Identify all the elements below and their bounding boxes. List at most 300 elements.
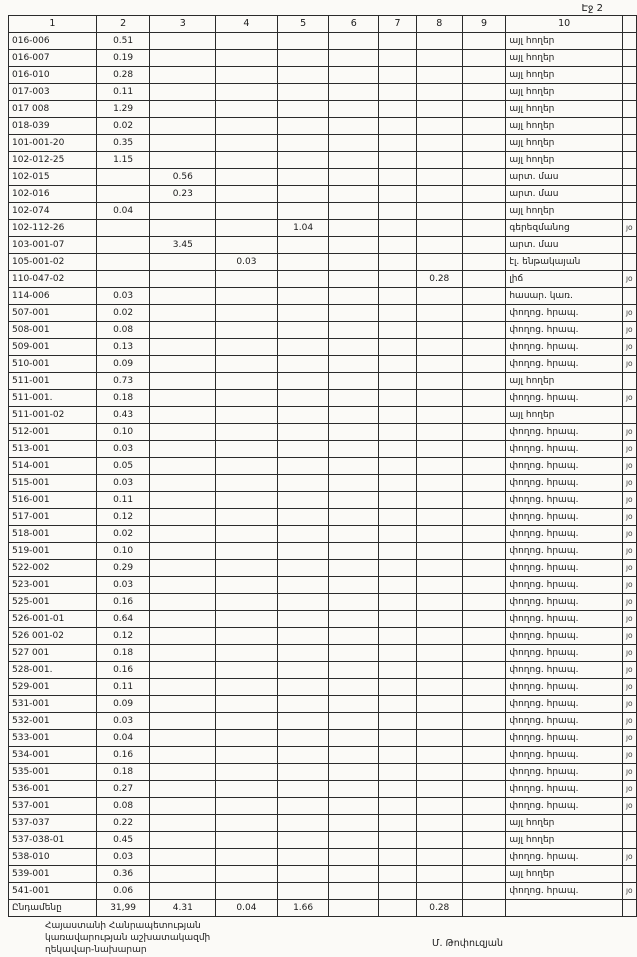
table-head-row (9, 16, 637, 33)
parcel-code-cell: 525-001 (9, 594, 97, 611)
margin-mark: յօ (622, 339, 636, 356)
parcel-code-cell: 523-001 (9, 577, 97, 594)
value-cell (277, 135, 329, 152)
footer-left (45, 920, 210, 956)
value-cell (329, 560, 379, 577)
margin-mark: յօ (622, 577, 636, 594)
parcel-code-cell: 018-039 (9, 118, 97, 135)
table-row (9, 407, 637, 424)
value-cell (379, 458, 417, 475)
value-cell: 0.04 (96, 730, 150, 747)
value-cell (462, 322, 506, 339)
value-cell (216, 288, 278, 305)
land-type-cell: այլ հողեր (506, 101, 623, 118)
value-cell (416, 254, 462, 271)
value-cell (329, 594, 379, 611)
value-cell (416, 815, 462, 832)
value-cell (462, 271, 506, 288)
value-cell (462, 50, 506, 67)
value-cell (379, 866, 417, 883)
value-cell (329, 696, 379, 713)
margin-mark: յօ (622, 458, 636, 475)
table-row (9, 271, 637, 288)
value-cell (277, 254, 329, 271)
column-header: 9 (462, 16, 506, 33)
value-cell (150, 594, 216, 611)
value-cell (379, 186, 417, 203)
value-cell (216, 781, 278, 798)
value-cell (216, 84, 278, 101)
value-cell (329, 288, 379, 305)
value-cell (416, 611, 462, 628)
value-cell (277, 441, 329, 458)
value-cell (150, 764, 216, 781)
value-cell (150, 441, 216, 458)
value-cell (462, 764, 506, 781)
value-cell (277, 203, 329, 220)
value-cell (216, 339, 278, 356)
value-cell: 0.45 (96, 832, 150, 849)
value-cell (416, 339, 462, 356)
table-row (9, 33, 637, 50)
table-row (9, 594, 637, 611)
land-type-cell: փողոց. հրապ. (506, 645, 623, 662)
value-cell (216, 611, 278, 628)
value-cell (416, 509, 462, 526)
table-row (9, 492, 637, 509)
value-cell (462, 713, 506, 730)
value-cell: 0.73 (96, 373, 150, 390)
land-type-cell: փողոց. հրապ. (506, 339, 623, 356)
value-cell (416, 373, 462, 390)
value-cell (462, 577, 506, 594)
value-cell (379, 84, 417, 101)
parcel-code-cell: 508-001 (9, 322, 97, 339)
table-row (9, 288, 637, 305)
land-type-cell: այլ հողեր (506, 203, 623, 220)
table-row (9, 101, 637, 118)
parcel-code-cell: 110-047-02 (9, 271, 97, 288)
parcel-code-cell: 518-001 (9, 526, 97, 543)
value-cell: 0.18 (96, 390, 150, 407)
land-type-cell: փողոց. հրապ. (506, 577, 623, 594)
table-row (9, 169, 637, 186)
margin-mark: յօ (622, 781, 636, 798)
value-cell (96, 254, 150, 271)
value-cell: 0.29 (96, 560, 150, 577)
land-type-cell: փողոց. հրապ. (506, 526, 623, 543)
margin-mark: յօ (622, 611, 636, 628)
value-cell (150, 798, 216, 815)
value-cell (216, 237, 278, 254)
land-type-cell: փողոց. հրապ. (506, 441, 623, 458)
value-cell (379, 339, 417, 356)
value-cell (329, 373, 379, 390)
margin-mark (622, 152, 636, 169)
value-cell (329, 407, 379, 424)
value-cell (277, 509, 329, 526)
table-row (9, 747, 637, 764)
value-cell (416, 849, 462, 866)
value-cell (216, 866, 278, 883)
value-cell (150, 781, 216, 798)
value-cell (416, 135, 462, 152)
value-cell (379, 577, 417, 594)
value-cell (216, 543, 278, 560)
land-type-cell: փողոց. հրապ. (506, 883, 623, 900)
value-cell (277, 237, 329, 254)
value-cell (379, 832, 417, 849)
value-cell (329, 424, 379, 441)
value-cell: 0.05 (96, 458, 150, 475)
value-cell (150, 203, 216, 220)
value-cell (150, 356, 216, 373)
value-cell (329, 441, 379, 458)
value-cell (379, 696, 417, 713)
parcel-code-cell: 514-001 (9, 458, 97, 475)
value-cell (277, 730, 329, 747)
table-row (9, 373, 637, 390)
table-row (9, 237, 637, 254)
value-cell (462, 492, 506, 509)
value-cell: 0.12 (96, 628, 150, 645)
value-cell (462, 186, 506, 203)
value-cell: 0.16 (96, 662, 150, 679)
value-cell (462, 84, 506, 101)
total-row (9, 900, 637, 917)
land-type-cell: հասար. կառ. (506, 288, 623, 305)
land-type-cell: այլ հողեր (506, 118, 623, 135)
value-cell (462, 237, 506, 254)
value-cell (462, 611, 506, 628)
margin-mark: յօ (622, 305, 636, 322)
parcel-code-cell: 534-001 (9, 747, 97, 764)
value-cell (329, 764, 379, 781)
parcel-code-cell: 510-001 (9, 356, 97, 373)
parcel-code-cell: 519-001 (9, 543, 97, 560)
value-cell (277, 458, 329, 475)
parcel-code-cell: 538-010 (9, 849, 97, 866)
value-cell (462, 594, 506, 611)
value-cell (329, 203, 379, 220)
land-type-cell: արտ. մաս (506, 237, 623, 254)
value-cell (416, 322, 462, 339)
table-body (9, 33, 637, 917)
value-cell: 4.31 (150, 900, 216, 917)
value-cell: 1.66 (277, 900, 329, 917)
value-cell (329, 254, 379, 271)
value-cell (150, 509, 216, 526)
value-cell: 0.16 (96, 747, 150, 764)
parcel-code-cell: 105-001-02 (9, 254, 97, 271)
table-row (9, 67, 637, 84)
value-cell (277, 764, 329, 781)
value-cell: 1.04 (277, 220, 329, 237)
value-cell: 0.10 (96, 543, 150, 560)
table-row (9, 322, 637, 339)
value-cell (329, 475, 379, 492)
margin-mark (622, 135, 636, 152)
value-cell (216, 577, 278, 594)
value-cell (416, 288, 462, 305)
value-cell (462, 441, 506, 458)
margin-mark: յօ (622, 747, 636, 764)
parcel-code-cell: 509-001 (9, 339, 97, 356)
column-header: 7 (379, 16, 417, 33)
value-cell (379, 237, 417, 254)
parcel-code-cell: 526 001-02 (9, 628, 97, 645)
value-cell (277, 356, 329, 373)
value-cell (379, 356, 417, 373)
value-cell (379, 492, 417, 509)
value-cell (416, 169, 462, 186)
margin-mark (622, 866, 636, 883)
column-header: 1 (9, 16, 97, 33)
value-cell (277, 798, 329, 815)
land-type-cell: փողոց. հրապ. (506, 458, 623, 475)
value-cell (329, 849, 379, 866)
value-cell (96, 237, 150, 254)
value-cell (150, 611, 216, 628)
margin-mark (622, 288, 636, 305)
value-cell (216, 832, 278, 849)
value-cell (462, 662, 506, 679)
margin-mark (622, 118, 636, 135)
value-cell (150, 730, 216, 747)
value-cell (462, 407, 506, 424)
land-parcels-table (8, 15, 637, 917)
value-cell: 0.02 (96, 118, 150, 135)
parcel-code-cell: 541-001 (9, 883, 97, 900)
value-cell (379, 628, 417, 645)
value-cell (329, 815, 379, 832)
value-cell (379, 849, 417, 866)
value-cell (379, 220, 417, 237)
land-type-cell: փողոց. հրապ. (506, 509, 623, 526)
margin-mark (622, 832, 636, 849)
value-cell (329, 628, 379, 645)
value-cell (150, 713, 216, 730)
land-type-cell: այլ հողեր (506, 373, 623, 390)
value-cell (150, 118, 216, 135)
value-cell (416, 577, 462, 594)
value-cell (379, 730, 417, 747)
margin-mark: յօ (622, 883, 636, 900)
value-cell (277, 424, 329, 441)
value-cell (379, 543, 417, 560)
value-cell (416, 50, 462, 67)
value-cell: 31,99 (96, 900, 150, 917)
value-cell (416, 866, 462, 883)
value-cell (216, 798, 278, 815)
land-type-cell: այլ հողեր (506, 84, 623, 101)
value-cell (416, 186, 462, 203)
value-cell (216, 305, 278, 322)
value-cell (379, 390, 417, 407)
value-cell (462, 288, 506, 305)
land-type-cell: փողոց. հրապ. (506, 475, 623, 492)
value-cell (329, 611, 379, 628)
land-type-cell: փողոց. հրապ. (506, 356, 623, 373)
table-row (9, 849, 637, 866)
value-cell (150, 560, 216, 577)
land-type-cell: փողոց. հրապ. (506, 560, 623, 577)
value-cell (329, 220, 379, 237)
value-cell (462, 696, 506, 713)
table-row (9, 339, 637, 356)
value-cell (277, 475, 329, 492)
land-type-cell: էլ. ենթակայան (506, 254, 623, 271)
value-cell: 0.04 (216, 900, 278, 917)
value-cell (329, 543, 379, 560)
value-cell (329, 305, 379, 322)
value-cell (216, 50, 278, 67)
value-cell (277, 696, 329, 713)
value-cell (150, 492, 216, 509)
value-cell (329, 33, 379, 50)
margin-mark: յօ (622, 322, 636, 339)
value-cell (379, 322, 417, 339)
value-cell (150, 815, 216, 832)
value-cell (216, 373, 278, 390)
page-number: Էջ 2 (581, 3, 603, 14)
value-cell (462, 33, 506, 50)
table-row (9, 543, 637, 560)
margin-mark (622, 169, 636, 186)
value-cell (150, 526, 216, 543)
value-cell (329, 781, 379, 798)
value-cell (379, 50, 417, 67)
value-cell (329, 832, 379, 849)
parcel-code-cell: 533-001 (9, 730, 97, 747)
value-cell (416, 33, 462, 50)
value-cell (462, 866, 506, 883)
value-cell (216, 203, 278, 220)
value-cell (150, 67, 216, 84)
margin-mark (622, 186, 636, 203)
value-cell: 1.15 (96, 152, 150, 169)
column-header: 4 (216, 16, 278, 33)
land-type-cell: փողոց. հրապ. (506, 730, 623, 747)
land-type-cell: փողոց. հրապ. (506, 543, 623, 560)
table-row (9, 611, 637, 628)
value-cell: 0.10 (96, 424, 150, 441)
value-cell (277, 594, 329, 611)
value-cell (416, 713, 462, 730)
value-cell (379, 271, 417, 288)
value-cell: 0.02 (96, 305, 150, 322)
value-cell (277, 815, 329, 832)
value-cell (277, 186, 329, 203)
land-type-cell: փողոց. հրապ. (506, 781, 623, 798)
land-type-cell: փողոց. հրապ. (506, 764, 623, 781)
value-cell (329, 390, 379, 407)
parcel-code-cell: Ընդամենը (9, 900, 97, 917)
value-cell (416, 594, 462, 611)
value-cell (329, 458, 379, 475)
value-cell (277, 832, 329, 849)
value-cell: 0.43 (96, 407, 150, 424)
parcel-code-cell: 507-001 (9, 305, 97, 322)
value-cell (329, 118, 379, 135)
value-cell (462, 424, 506, 441)
value-cell (150, 33, 216, 50)
value-cell (462, 730, 506, 747)
value-cell (329, 883, 379, 900)
value-cell (150, 577, 216, 594)
value-cell (216, 220, 278, 237)
value-cell (277, 152, 329, 169)
column-header: 5 (277, 16, 329, 33)
value-cell (379, 288, 417, 305)
table-row (9, 390, 637, 407)
parcel-code-cell: 016-007 (9, 50, 97, 67)
value-cell (379, 747, 417, 764)
value-cell (379, 169, 417, 186)
value-cell (277, 390, 329, 407)
value-cell (462, 543, 506, 560)
value-cell (150, 747, 216, 764)
value-cell (329, 577, 379, 594)
value-cell (462, 152, 506, 169)
value-cell: 0.02 (96, 526, 150, 543)
value-cell (96, 220, 150, 237)
table-row (9, 560, 637, 577)
value-cell (379, 407, 417, 424)
margin-mark: յօ (622, 526, 636, 543)
parcel-code-cell: 102-112-26 (9, 220, 97, 237)
table-row (9, 203, 637, 220)
parcel-code-cell: 529-001 (9, 679, 97, 696)
value-cell (462, 203, 506, 220)
value-cell (329, 866, 379, 883)
value-cell: 0.09 (96, 696, 150, 713)
value-cell (329, 67, 379, 84)
value-cell (462, 305, 506, 322)
parcel-code-cell: 114-006 (9, 288, 97, 305)
value-cell: 0.28 (96, 67, 150, 84)
value-cell (150, 305, 216, 322)
value-cell (379, 135, 417, 152)
value-cell (329, 662, 379, 679)
value-cell (277, 339, 329, 356)
margin-mark: յօ (622, 509, 636, 526)
margin-mark: յօ (622, 696, 636, 713)
value-cell (329, 101, 379, 118)
column-header: 10 (506, 16, 623, 33)
land-type-cell: այլ հողեր (506, 866, 623, 883)
margin-mark: յօ (622, 560, 636, 577)
value-cell (379, 203, 417, 220)
value-cell (416, 424, 462, 441)
value-cell (416, 118, 462, 135)
value-cell (277, 50, 329, 67)
value-cell (416, 543, 462, 560)
parcel-code-cell: 537-038-01 (9, 832, 97, 849)
value-cell: 0.51 (96, 33, 150, 50)
land-type-cell: փողոց. հրապ. (506, 662, 623, 679)
value-cell: 0.03 (96, 713, 150, 730)
value-cell (216, 441, 278, 458)
value-cell (416, 781, 462, 798)
value-cell (150, 475, 216, 492)
value-cell (462, 679, 506, 696)
value-cell (379, 781, 417, 798)
land-type-cell: փողոց. հրապ. (506, 713, 623, 730)
value-cell (416, 390, 462, 407)
value-cell (277, 33, 329, 50)
margin-mark: յօ (622, 390, 636, 407)
